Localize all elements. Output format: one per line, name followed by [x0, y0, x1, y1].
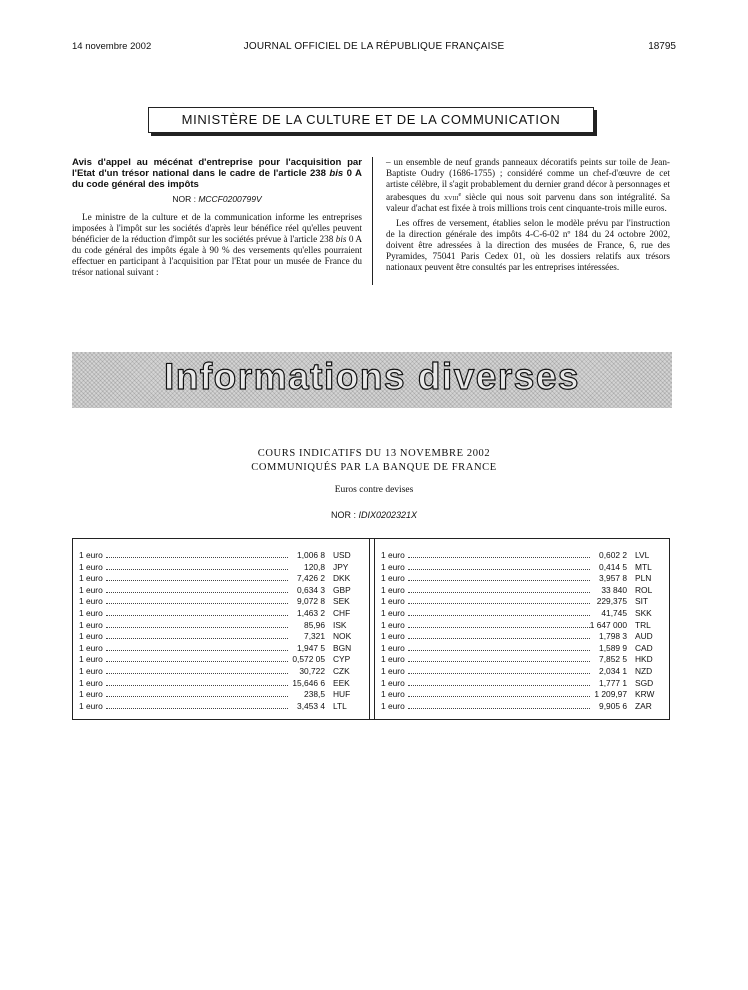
rate-label: 1 euro: [79, 550, 103, 560]
rate-row: [381, 666, 671, 678]
rate-value: 0,634 3: [297, 584, 325, 595]
currency-code: LTL: [333, 700, 347, 711]
leader-dots: [408, 603, 590, 604]
rate-label: 1 euro: [79, 677, 103, 688]
rate-label: 1 euro: [79, 607, 103, 618]
rate-row: [79, 573, 369, 585]
rate-value: 85,96: [304, 619, 325, 630]
rate-value: 1 209,97: [594, 689, 627, 700]
rate-label: 1 euro: [381, 677, 405, 688]
rate-value: 15,646 6: [292, 677, 325, 688]
cours-subtitle: Euros contre devises: [334, 485, 414, 495]
currency-code: LVL: [635, 550, 650, 560]
rate-value: 7,426 2: [297, 573, 325, 584]
leader-dots: [106, 569, 288, 570]
rate-value: 120,8: [304, 561, 325, 572]
cours-title-line-2: COMMUNIQUÉS PAR LA BANQUE DE FRANCE: [251, 462, 497, 473]
currency-code: DKK: [333, 573, 351, 584]
rate-value: 2,034 1: [599, 665, 627, 676]
rates-right-column: [381, 550, 671, 712]
rate-row: [381, 550, 671, 562]
rate-value: 33 840: [601, 584, 627, 595]
leader-dots: [106, 627, 288, 628]
leader-dots: [408, 615, 590, 616]
ministry-heading: MINISTÈRE DE LA CULTURE ET DE LA COMMUNICATION: [148, 107, 594, 133]
rate-label: 1 euro: [381, 689, 405, 700]
rates-table: [72, 538, 670, 720]
rate-label: 1 euro: [79, 619, 103, 630]
leader-dots: [106, 603, 288, 604]
leader-dots: [106, 592, 288, 593]
rate-label: 1 euro: [79, 665, 103, 676]
rate-value: 41,745: [601, 607, 627, 618]
rate-row: [381, 573, 671, 585]
rate-label: 1 euro: [381, 596, 405, 607]
leader-dots: [408, 650, 590, 651]
rate-label: 1 euro: [79, 573, 103, 584]
rate-row: [79, 620, 369, 632]
rate-value: 7,852 5: [599, 654, 627, 665]
rate-row: [381, 701, 671, 713]
leader-dots: [106, 557, 288, 558]
rate-row: [381, 596, 671, 608]
rate-row: [381, 654, 671, 666]
journal-title: JOURNAL OFFICIEL DE LA RÉPUBLIQUE FRANÇAISE: [243, 41, 505, 52]
currency-code: EEK: [333, 677, 350, 688]
leader-dots: [106, 661, 288, 662]
rate-label: 1 euro: [381, 619, 405, 630]
rate-value: 1,463 2: [297, 607, 325, 618]
left-column: [72, 157, 362, 279]
leader-dots: [106, 580, 288, 581]
rate-value: 3,453 4: [297, 700, 325, 711]
rate-row: [79, 631, 369, 643]
currency-code: NOK: [333, 631, 352, 642]
currency-code: SIT: [635, 596, 649, 607]
leader-dots: [408, 696, 590, 697]
rate-label: 1 euro: [381, 550, 405, 560]
rate-label: 1 euro: [381, 631, 405, 642]
rate-label: 1 euro: [79, 642, 103, 653]
section-banner: [72, 352, 672, 408]
rate-value: 1,589 9: [599, 642, 627, 653]
leader-dots: [408, 685, 590, 686]
rate-row: [79, 585, 369, 597]
rate-row: [79, 678, 369, 690]
rate-label: 1 euro: [381, 561, 405, 572]
currency-code: SKK: [635, 607, 652, 618]
currency-code: KRW: [635, 689, 655, 700]
rate-value: 1,798 3: [599, 631, 627, 642]
rate-row: [381, 631, 671, 643]
currency-code: SGD: [635, 677, 654, 688]
cours-title-line-1: COURS INDICATIFS DU 13 NOVEMBRE 2002: [257, 448, 491, 459]
avis-title: Avis d'appel au mécénat d'entreprise pour l'acquisition par l'Etat d'un trésor national dans le cadre de l'article 238 bis 0 A du code général des impôts: [72, 157, 362, 190]
rate-label: 1 euro: [79, 689, 103, 700]
currency-code: BGN: [333, 642, 352, 653]
currency-code: MTL: [635, 561, 652, 572]
banner-title: Informations diverses: [163, 356, 580, 397]
currency-code: GBP: [333, 584, 351, 595]
leader-dots: [106, 673, 288, 674]
rate-label: 1 euro: [381, 700, 405, 711]
rate-label: 1 euro: [79, 654, 103, 665]
leader-dots: [408, 708, 590, 709]
rate-row: [79, 643, 369, 655]
rates-divider: [369, 539, 375, 719]
leader-dots: [106, 615, 288, 616]
avis-paragraph-1: Le ministre de la culture et de la communication informe les entreprises imposées à l'impôt sur les sociétés d'après leur bénéfice réel qu'elles peuvent bénéficier de la réduction d'impôt sur les sociétés prévue à l'article 238 bis 0 A du code général des impôts égale à 90 % des versements qu'elles pourraient effectuer en participant à l'acquisition par l'Etat pour un musée de France du trésor national suivant :: [72, 212, 362, 278]
rate-value: 229,375: [596, 596, 627, 607]
avis-paragraph-3: Les offres de versement, établies selon le modèle prévu par l'instruction de la direction générale des impôts 4-C-6-02 nº 184 du 24 octobre 2002, doivent être adressées à la direction des musées de France, 6, rue des Pyramides, 75041 Paris Cedex 01, où les dossiers relatifs aux trésors nationaux peuvent être consultés par les entreprises intéressées.: [386, 217, 670, 272]
rate-value: 9,072 8: [297, 596, 325, 607]
rate-row: [381, 585, 671, 597]
currency-code: HUF: [333, 689, 351, 700]
currency-code: CAD: [635, 642, 653, 653]
currency-code: AUD: [635, 631, 653, 642]
leader-dots: [106, 638, 288, 639]
rate-value: 1,777 1: [599, 677, 627, 688]
rate-value: 7,321: [304, 631, 325, 642]
currency-code: NZD: [635, 665, 653, 676]
rate-row: [381, 562, 671, 574]
currency-code: ISK: [333, 619, 347, 630]
leader-dots: [106, 650, 288, 651]
leader-dots: [106, 696, 288, 697]
header-date: 14 novembre 2002: [72, 41, 152, 52]
leader-dots: [106, 685, 288, 686]
rate-row: [381, 608, 671, 620]
rate-label: 1 euro: [79, 700, 103, 711]
rate-label: 1 euro: [381, 584, 405, 595]
rate-row: [79, 608, 369, 620]
rate-row: [79, 596, 369, 608]
rates-left-column: [79, 550, 369, 712]
currency-code: HKD: [635, 654, 653, 665]
leader-dots: [408, 627, 590, 628]
rate-label: 1 euro: [381, 642, 405, 653]
leader-dots: [106, 708, 288, 709]
rate-label: 1 euro: [381, 607, 405, 618]
currency-code: SEK: [333, 596, 350, 607]
rate-label: 1 euro: [381, 665, 405, 676]
rate-row: [79, 550, 369, 562]
currency-code: TRL: [635, 619, 651, 630]
leader-dots: [408, 673, 590, 674]
currency-code: ZAR: [635, 700, 652, 711]
currency-code: ROL: [635, 584, 653, 595]
rate-row: [79, 562, 369, 574]
rate-row: [381, 620, 671, 632]
rate-label: 1 euro: [79, 584, 103, 595]
rate-label: 1 euro: [79, 561, 103, 572]
cours-nor: NOR : IDIX0202321X: [330, 510, 418, 520]
currency-code: CYP: [333, 654, 351, 665]
rate-value: 238,5: [304, 689, 325, 700]
rate-value: 0,602 2: [599, 550, 627, 560]
rate-value: 0,572 05: [292, 654, 325, 665]
rate-row: [79, 654, 369, 666]
avis-paragraph-2: – un ensemble de neuf grands panneaux décoratifs peints sur toile de Jean-Baptiste Oudry (1686-1755) ; considéré comme un chef-d'œuvre de cet artiste célèbre, il s'agit probablement du dernier grand décor à personnages et arabesques du xviii$^e$ siècle qui nous soit parvenu dans son intégralité. Sa valeur d'achat est fixée à trois millions trois cent cinquante-trois mille euros.: [386, 157, 670, 214]
leader-dots: [408, 592, 590, 593]
rate-row: [381, 678, 671, 690]
rate-label: 1 euro: [79, 596, 103, 607]
leader-dots: [408, 661, 590, 662]
rate-value: 30,722: [299, 665, 325, 676]
rate-label: 1 euro: [79, 631, 103, 642]
leader-dots: [408, 638, 590, 639]
rate-value: 9,905 6: [599, 700, 627, 711]
leader-dots: [408, 580, 590, 581]
rate-row: [381, 689, 671, 701]
rate-value: 0,414 5: [599, 561, 627, 572]
leader-dots: [408, 569, 590, 570]
rate-row: [381, 643, 671, 655]
column-divider: [372, 157, 373, 285]
rate-row: [79, 701, 369, 713]
rate-value: 3,957 8: [599, 573, 627, 584]
currency-code: CHF: [333, 607, 351, 618]
right-column: [386, 157, 670, 276]
page-number: 18795: [648, 41, 676, 52]
rate-value: 1,947 5: [297, 642, 325, 653]
currency-code: CZK: [333, 665, 350, 676]
rate-value: 1 647 000: [589, 619, 627, 630]
rate-row: [79, 666, 369, 678]
leader-dots: [408, 557, 590, 558]
avis-nor: NOR : MCCF0200799V: [172, 194, 262, 204]
currency-code: PLN: [635, 573, 652, 584]
rate-label: 1 euro: [381, 654, 405, 665]
currency-code: USD: [333, 550, 351, 560]
rate-label: 1 euro: [381, 573, 405, 584]
currency-code: JPY: [333, 561, 349, 572]
rate-value: 1,006 8: [297, 550, 325, 560]
rate-row: [79, 689, 369, 701]
